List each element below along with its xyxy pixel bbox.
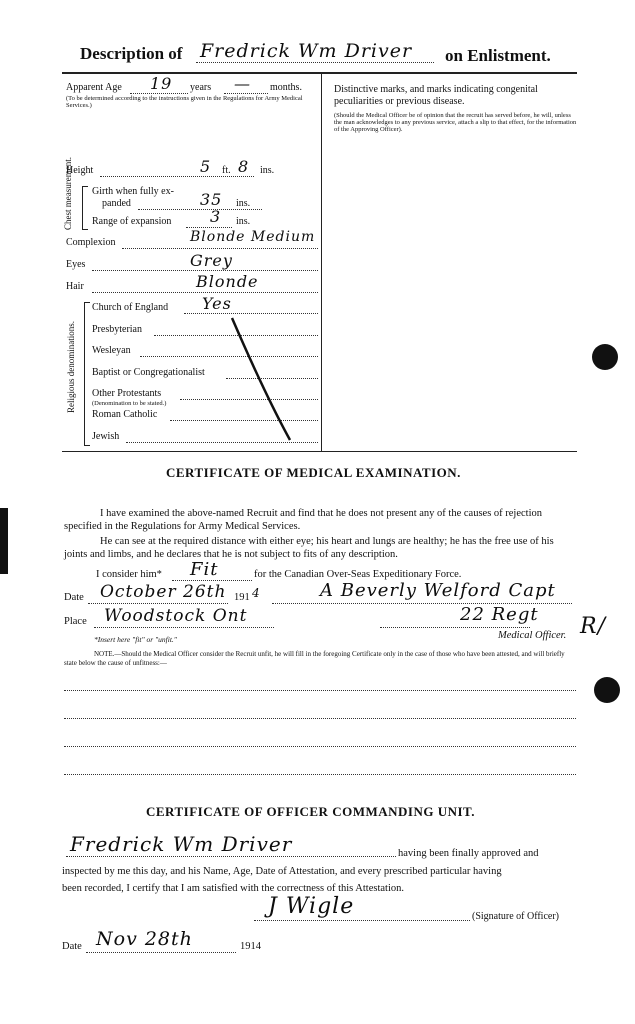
signature-of-officer-label: (Signature of Officer) — [472, 911, 560, 922]
eyes-label: Eyes — [66, 259, 86, 270]
age-months-value: — — [234, 74, 251, 93]
hair-value: Blonde — [196, 272, 259, 291]
range-value: 3 — [210, 207, 222, 226]
unfitness-line-1 — [64, 690, 576, 691]
medical-place-value: Woodstock Ont — [104, 606, 248, 626]
range-unit: ins. — [236, 216, 251, 227]
religion-value: Yes — [202, 294, 232, 313]
distinctive-label-2: peculiarities or previous disease. — [334, 96, 465, 107]
religion-item-baptist: Baptist or Congregationalist — [92, 367, 205, 378]
religion-note: (Denomination to be stated.) — [92, 400, 167, 407]
unfitness-line-3 — [64, 746, 576, 747]
title-prefix: Description of — [80, 44, 183, 63]
range-label: Range of expansion — [92, 216, 172, 227]
medical-officer-signature: A Beverly Welford Capt — [320, 580, 556, 601]
distinctive-label-1: Distinctive marks, and marks indicating congenital — [334, 84, 538, 95]
commanding-line-3: been recorded, I certify that I am satisfied with the correctness of this Attestation. — [62, 883, 405, 894]
age-months-label: months. — [270, 82, 302, 93]
medical-note: NOTE.—Should the Medical Officer consider the Recruit unfit, he will fill in the foregoing Certificate only in the case of those who have been attested, and will briefly state below the cause of unfitness:— — [64, 650, 565, 667]
medical-date-year-hand: 4 — [252, 586, 261, 600]
height-in-label: ins. — [260, 165, 275, 176]
complexion-label: Complexion — [66, 237, 116, 248]
commanding-line-1-suffix: having been finally approved and — [398, 848, 539, 859]
medical-date-label: Date — [64, 592, 84, 603]
medical-heading: CERTIFICATE OF MEDICAL EXAMINATION. — [166, 465, 461, 480]
medical-para-2-text: He can see at the required distance with either eye; his heart and lungs are healthy; he has the free use of his joints and limbs, and he declares that he is not subject to fits of any description. — [64, 536, 554, 560]
medical-regiment-value: 22 Regt — [460, 604, 539, 625]
insert-note: *Insert here "fit" or "unfit." — [94, 635, 177, 644]
enlistee-name: Fredrick Wm Driver — [200, 40, 413, 62]
medical-initials-mark: R/ — [580, 614, 606, 639]
commanding-line-2: inspected by me this day, and his Name, Age, Date of Attestation, and every prescribed particular having — [62, 866, 502, 877]
medical-place-label: Place — [64, 616, 87, 627]
hair-label: Hair — [66, 281, 84, 292]
unfitness-line-4 — [64, 774, 576, 775]
religion-item-church-of-england: Church of England — [92, 302, 169, 313]
height-ft-value: 5 — [200, 157, 212, 176]
medical-para-1-text: I have examined the above-named Recruit and find that he does not present any of the causes of rejection specified in the Regulations for Army Medical Services. — [64, 508, 542, 532]
consider-prefix: I consider him* — [96, 569, 162, 580]
medical-date-value: October 26th — [100, 582, 227, 602]
commanding-heading: CERTIFICATE OF OFFICER COMMANDING UNIT. — [146, 804, 475, 819]
commanding-date-year: 1914 — [240, 941, 261, 952]
religion-group-label: Religious denominations. — [66, 321, 76, 413]
religion-item-presbyterian: Presbyterian — [92, 324, 142, 335]
consider-value: Fit — [190, 559, 219, 580]
consider-suffix: for the Canadian Over-Seas Expeditionary Force. — [254, 569, 462, 580]
girth-label-2: panded — [102, 198, 131, 209]
commanding-name: Fredrick Wm Driver — [70, 832, 293, 856]
commanding-date-value: Nov 28th — [96, 928, 193, 950]
medical-officer-label: Medical Officer. — [498, 630, 567, 641]
religion-item-wesleyan: Wesleyan — [92, 345, 131, 356]
height-label: Height — [66, 165, 94, 176]
unfitness-line-2 — [64, 718, 576, 719]
height-in-value: 8 — [238, 157, 250, 176]
medical-para-2 — [64, 535, 578, 561]
height-ft-label: ft. — [222, 165, 231, 176]
complexion-value: Blonde Medium — [190, 229, 316, 245]
age-label: Apparent Age — [66, 82, 122, 93]
medical-para-1 — [64, 507, 578, 533]
age-years-label: years — [190, 82, 212, 93]
religion-item-other-protestants: Other Protestants — [92, 388, 162, 399]
eyes-value: Grey — [190, 251, 233, 270]
girth-unit: ins. — [236, 198, 251, 209]
chest-group-label: Chest measurement. — [63, 157, 73, 230]
commanding-officer-signature: J Wigle — [268, 894, 355, 919]
title-suffix: on Enlistment. — [445, 46, 551, 65]
age-note: (To be determined according to the instructions given in the Regulations for Army Medical Services.) — [66, 95, 303, 109]
girth-value: 35 — [200, 190, 223, 209]
age-years-value: 19 — [150, 74, 173, 93]
medical-date-year: 191 — [234, 592, 250, 603]
religion-item-jewish: Jewish — [92, 431, 120, 442]
distinctive-note: (Should the Medical Officer be of opinion that the recruit has served before, he will, unless the man acknowledges to any previous service, attach a slip to that effect, for the information of the Approving Officer). — [334, 112, 577, 133]
commanding-date-label: Date — [62, 941, 82, 952]
girth-label-1: Girth when fully ex- — [92, 186, 174, 197]
religion-item-roman-catholic: Roman Catholic — [92, 409, 158, 420]
